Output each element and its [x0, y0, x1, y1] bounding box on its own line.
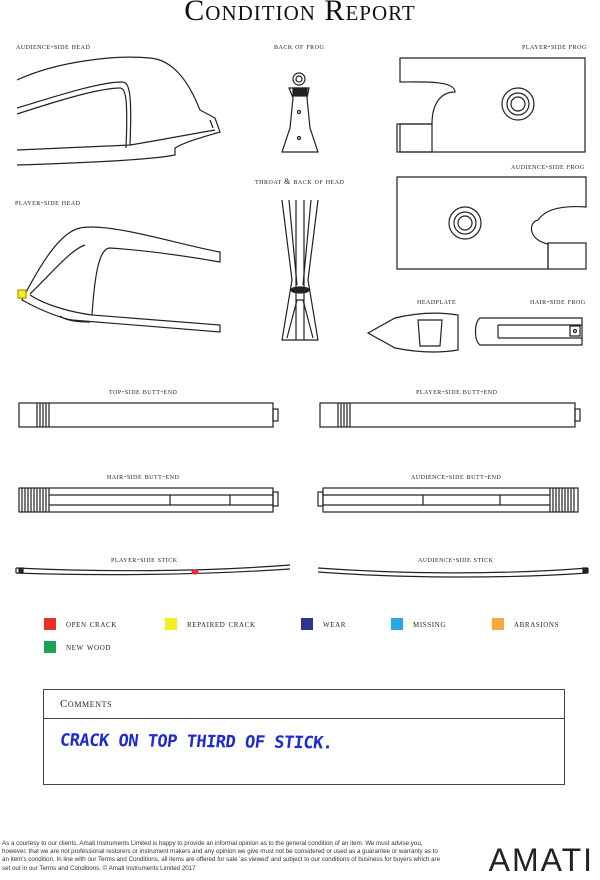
label-hair-side-butt-end: hair-side butt-end: [107, 472, 180, 481]
label-back-of-frog: back of frog: [274, 42, 325, 51]
legend-label: wear: [323, 618, 347, 630]
legend-label: abrasions: [514, 618, 560, 630]
label-player-side-butt-end: player-side butt-end: [416, 387, 498, 396]
legend-wear: [301, 618, 346, 630]
label-audience-side-frog: audience-side frog: [511, 162, 585, 171]
legend-label: open crack: [66, 618, 117, 630]
label-headplate: headplate: [417, 297, 457, 306]
label-player-side-frog: player-side frog: [522, 42, 587, 51]
amati-logo: AMATI: [488, 842, 594, 878]
legend-label: repaired crack: [187, 618, 256, 630]
comments-box[interactable]: [43, 689, 565, 785]
legend-swatch: [44, 618, 56, 630]
legend-missing: [391, 618, 446, 630]
legend-swatch: [301, 618, 313, 630]
label-audience-side-stick: audience-side stick: [418, 555, 494, 564]
page-title: Condition Report: [184, 0, 416, 27]
label-hair-side-frog: hair-side frog: [530, 297, 586, 306]
label-player-side-head: player-side head: [15, 198, 81, 207]
label-top-side-butt-end: top-side butt-end: [109, 387, 178, 396]
label-audience-side-butt-end: audience-side butt-end: [411, 472, 502, 481]
comments-heading: Comments: [44, 690, 564, 719]
legend-swatch: [44, 641, 56, 653]
legend-label: new wood: [66, 641, 112, 653]
label-audience-side-head: audience-side head: [16, 42, 91, 51]
legend-open-crack: [44, 618, 117, 630]
disclaimer-text: As a courtesy to our clients, Amati Instruments Limited is happy to provide an informal opinion as to the general condition of an item. We must advise you, however, that we are not professional restorers or instrument makers and any opinion we give must not be considered or used as a guarantee or warranty as to an item's condition. In line with our Terms and Conditions, all items are offered for sale 'as viewed' and subject to our conditions of business for buyers which are set out in our Terms and Conditions. © Amati Instruments Limited 2017: [2, 840, 441, 872]
legend-abrasions: [492, 618, 559, 630]
legend-swatch: [165, 618, 177, 630]
label-throat-back-of-head: throat & back of head: [255, 177, 345, 186]
legend-new-wood: [44, 641, 111, 653]
legend-swatch: [391, 618, 403, 630]
legend-label: missing: [413, 618, 446, 630]
label-player-side-stick: player-side stick: [111, 555, 178, 564]
comments-text[interactable]: CRACK ON TOP THIRD OF STICK.: [58, 730, 334, 754]
legend-swatch: [492, 618, 504, 630]
legend-repaired-crack: [165, 618, 256, 630]
